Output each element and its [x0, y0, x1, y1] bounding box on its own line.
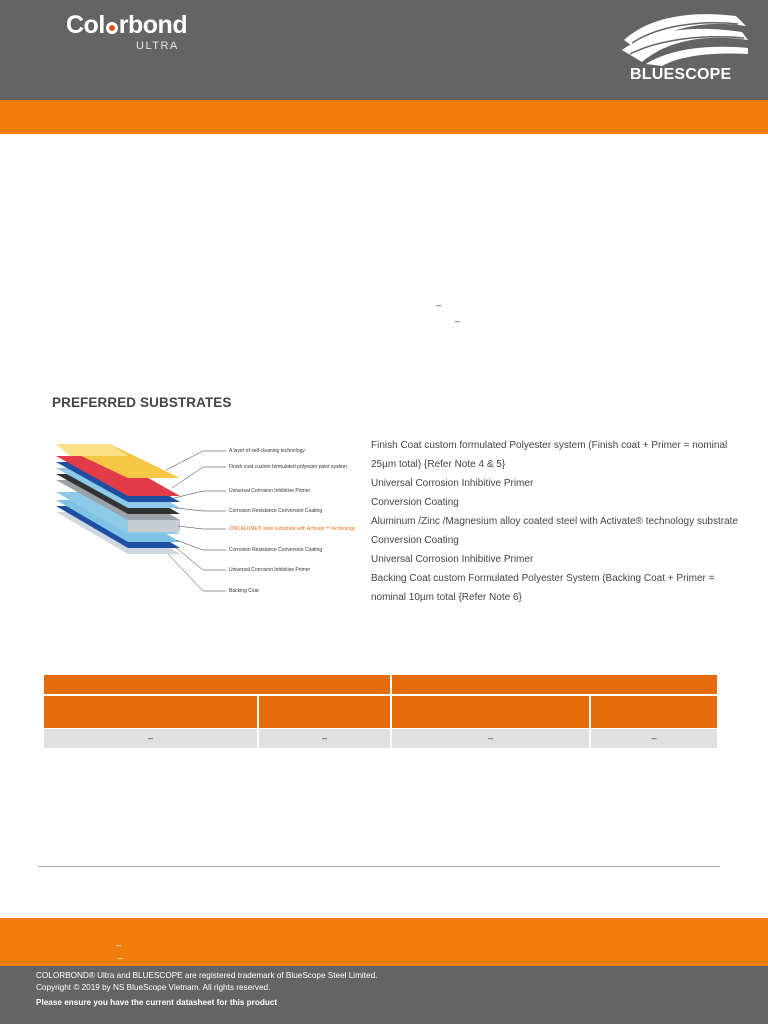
layer-stack-illustration — [48, 436, 362, 604]
footer — [0, 966, 768, 1024]
layer-description-line: Universal Corrosion Inhibitive Primer — [371, 478, 534, 489]
colorbond-ultra-logo — [66, 10, 188, 52]
bluescope-logo — [618, 10, 750, 86]
bluescope-wave-icon — [618, 10, 750, 66]
copyright-notice: Copyright © 2019 by NS BlueScope Vietnam. All rights reserved. — [36, 983, 271, 992]
layer-descriptions — [371, 436, 746, 607]
trademark-notice: COLORBOND® Ultra and BLUESCOPE are registered trademark of BlueScope Steel Limited. — [36, 971, 378, 980]
stray-mark: _ — [455, 312, 461, 322]
diagram-label: Corrosion Resistance Conversion Coating — [229, 508, 323, 514]
diagram-label: Corrosion Resistance Conversion Coating — [229, 547, 323, 553]
table-header-cell — [392, 675, 717, 694]
diagram-label: ZINCALUME® steel substrate with Activate™ technology — [229, 526, 356, 532]
bluescope-wordmark: BLUESCOPE — [630, 66, 732, 83]
logo-dot-icon — [106, 22, 118, 34]
diagram-label: Universal Corrosion Inhibitive Primer — [229, 567, 311, 573]
page-header — [0, 0, 768, 100]
diagram-label: Universal Corrosion Inhibitive Primer — [229, 488, 311, 494]
footer-mark: _ — [116, 936, 122, 946]
stray-mark: _ — [436, 296, 442, 306]
logo-ultra-text: ULTRA — [136, 40, 179, 52]
diagram-label: A layer of self-cleaning technology — [229, 448, 305, 454]
table-cell: – — [591, 729, 717, 748]
table-subheader-cell — [44, 696, 257, 728]
logo-word-part1: Col — [66, 11, 105, 39]
diagram-label: Backing Coat — [229, 588, 259, 594]
layer-description-line: Finish Coat custom formulated Polyester system (Finish coat + Primer = nominal 25µm total) {Refer Note 4 & 5} — [371, 440, 728, 470]
layer-description-line: Conversion Coating — [371, 535, 459, 546]
datasheet-notice: Please ensure you have the current datasheet for this product — [36, 998, 278, 1007]
table-cell: – — [44, 729, 257, 748]
footer-mark: _ — [118, 949, 124, 959]
header-orange-band — [0, 100, 768, 134]
layer-description-line: Aluminum /Zinc /Magnesium alloy coated steel with Activate® technology substrate — [371, 516, 738, 527]
logo-word-part2: rbond — [118, 11, 188, 39]
table-subheader-cell — [591, 696, 717, 728]
diagram-label: Finish coat custom formulated polyester paint system — [229, 464, 347, 470]
table-cell: – — [259, 729, 390, 748]
substrate-layer-diagram — [48, 436, 362, 604]
table-header-cell — [44, 675, 390, 694]
table-subheader-cell — [259, 696, 390, 728]
table-subheader-cell — [392, 696, 589, 728]
table-cell: – — [392, 729, 589, 748]
footer-orange-band — [0, 918, 768, 966]
section-title: PREFERRED SUBSTRATES — [52, 395, 232, 410]
layer-description-line: Universal Corrosion Inhibitive Primer — [371, 554, 534, 565]
layer-description-line: Conversion Coating — [371, 497, 459, 508]
layer-description-line: Backing Coat custom Formulated Polyester System (Backing Coat + Primer = nominal 10µm total {Refer Note 6} — [371, 573, 715, 603]
divider — [38, 866, 720, 867]
